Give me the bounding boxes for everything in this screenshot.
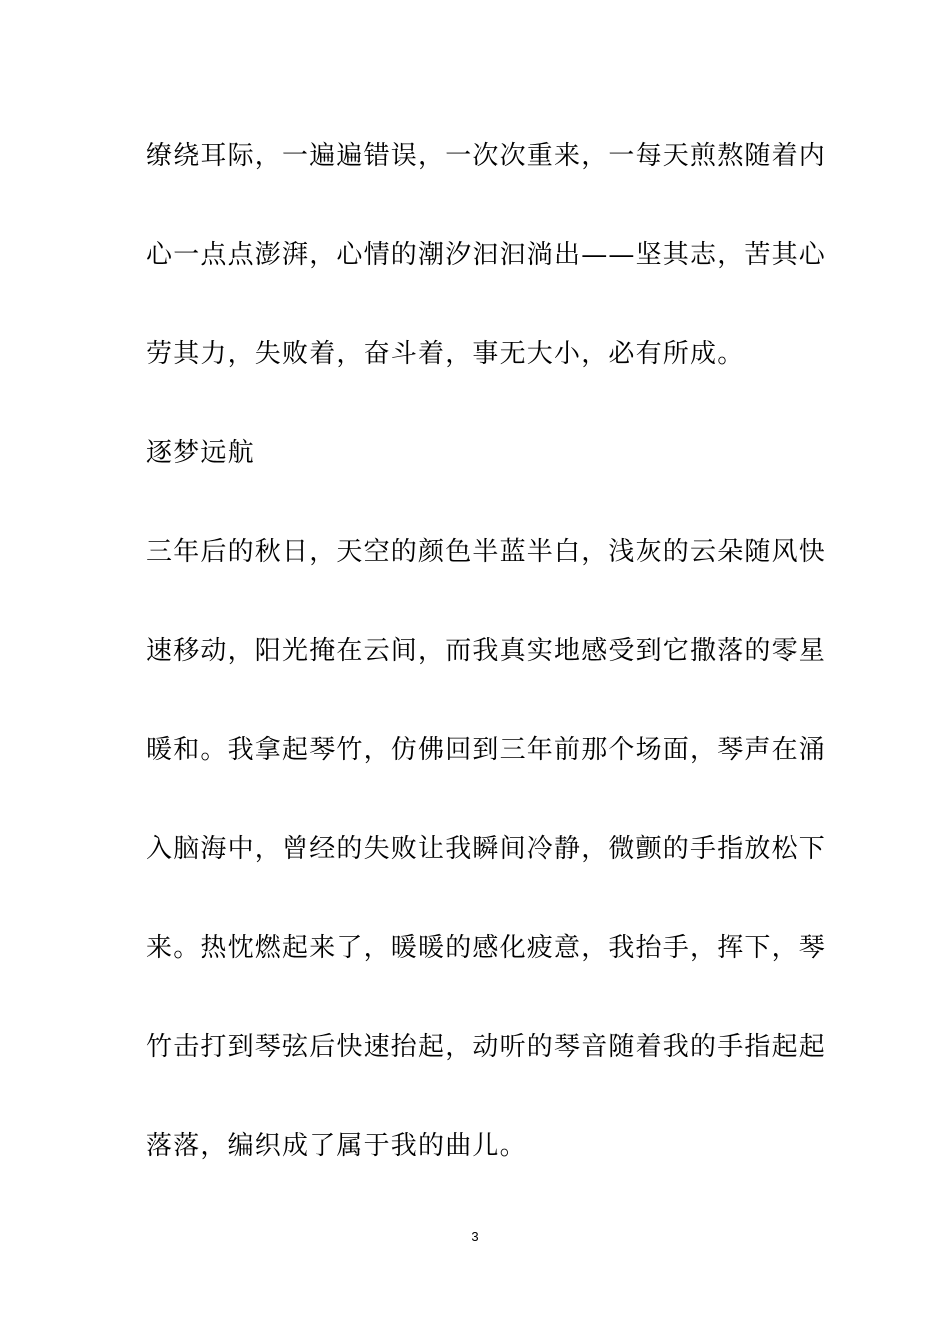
- paragraph-line-6: 暖和。我拿起琴竹，仿佛回到三年前那个场面，琴声在涌: [146, 735, 827, 765]
- paragraph-line-7: 入脑海中，曾经的失败让我瞬间冷静，微颤的手指放松下: [146, 834, 827, 864]
- section-heading: 逐梦远航: [146, 438, 255, 468]
- paragraph-line-4: 三年后的秋日，天空的颜色半蓝半白，浅灰的云朵随风快: [146, 537, 827, 567]
- paragraph-line-9: 竹击打到琴弦后快速抬起，动听的琴音随着我的手指起起: [146, 1032, 827, 1062]
- paragraph-line-5: 速移动，阳光掩在云间，而我真实地感受到它撒落的零星: [146, 636, 827, 666]
- page-number: 3: [471, 1229, 479, 1244]
- paragraph-line-3: 劳其力，失败着，奋斗着，事无大小，必有所成。: [146, 339, 745, 369]
- paragraph-line-1: 缭绕耳际，一遍遍错误，一次次重来，一每天煎熬随着内: [146, 141, 827, 171]
- paragraph-line-8: 来。热忱燃起来了，暖暖的感化疲意，我抬手，挥下，琴: [146, 933, 827, 963]
- paragraph-line-2: 心一点点澎湃，心情的潮汐汩汩淌出——坚其志，苦其心: [146, 240, 827, 270]
- paragraph-line-10: 落落，编织成了属于我的曲儿。: [146, 1131, 527, 1161]
